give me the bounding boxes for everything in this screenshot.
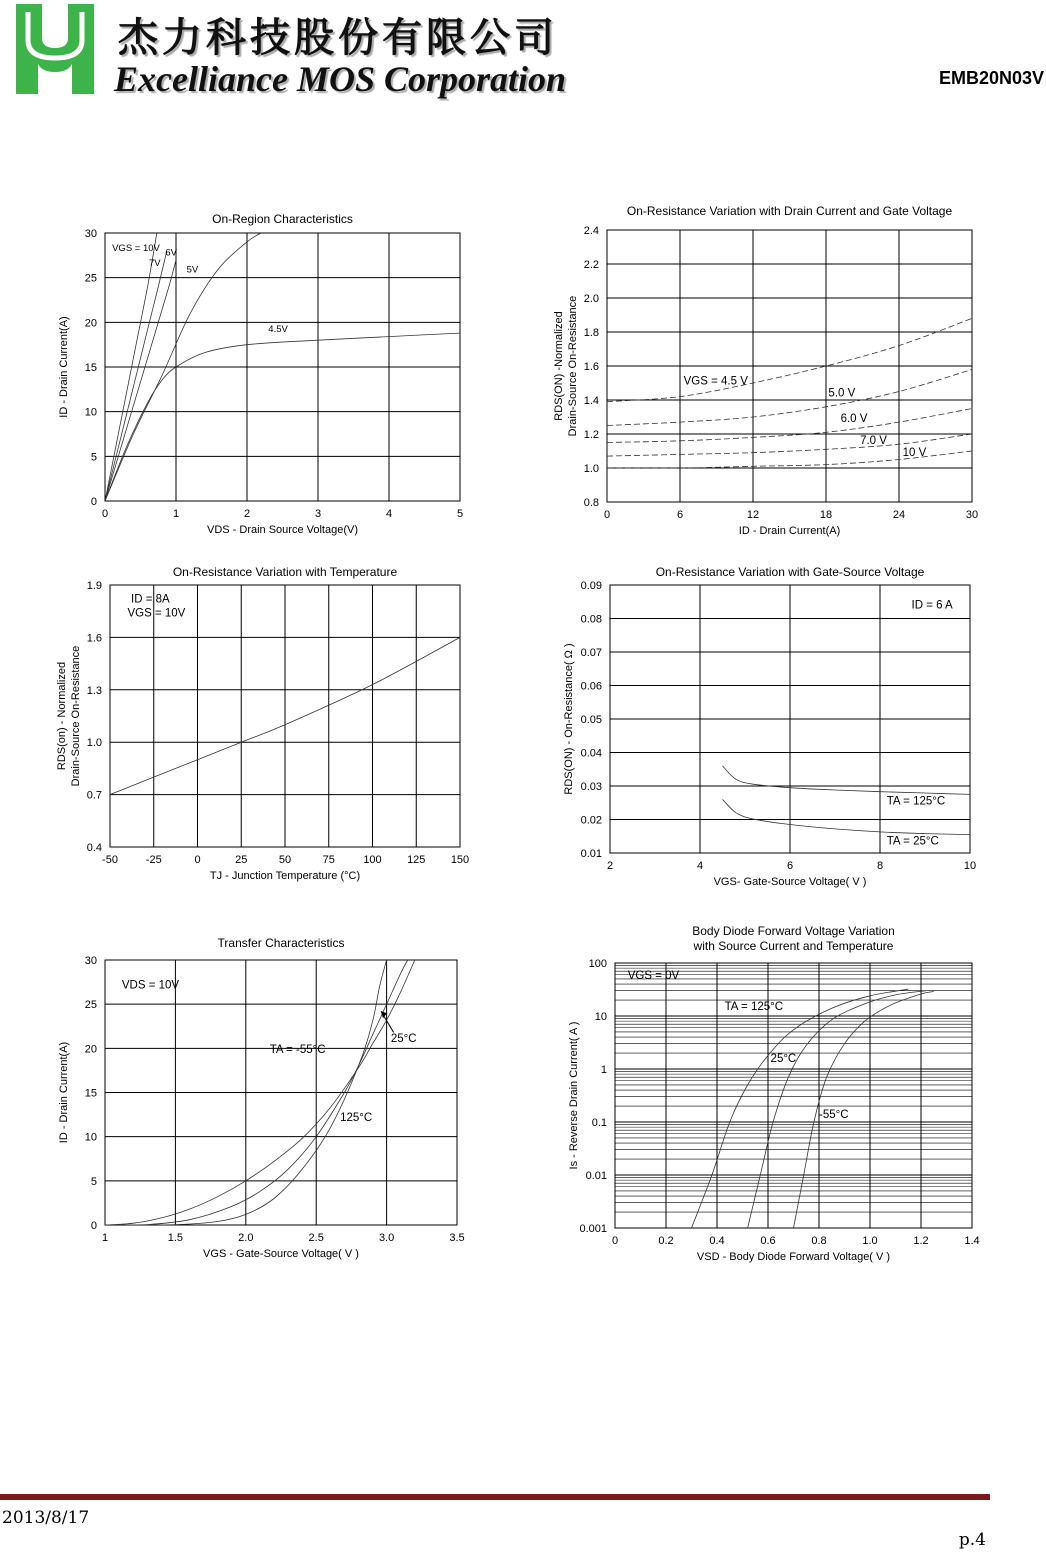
- x-tick-label: -25: [145, 854, 162, 866]
- x-axis-label: TJ - Junction Temperature (°C): [209, 870, 361, 882]
- y-tick-label: 0.06: [580, 680, 602, 693]
- series-line-7v: [105, 251, 167, 501]
- y-tick-label: 20: [84, 1043, 97, 1056]
- x-tick-label: 8: [876, 860, 884, 872]
- chart-body-diode-svg: [535, 918, 995, 1278]
- x-tick-label: 1: [101, 1232, 109, 1244]
- chart-title: [692, 924, 895, 953]
- x-tick-label: 75: [322, 854, 335, 866]
- annotation-label: 7V: [149, 258, 161, 270]
- x-tick-label: 10: [963, 860, 977, 872]
- x-tick-label: 2: [606, 860, 614, 872]
- chart-title: Transfer Characteristics: [217, 936, 345, 950]
- x-tick-label: 1.0: [862, 1235, 878, 1247]
- x-tick-label: 4: [696, 860, 704, 872]
- x-tick-label: 1.2: [913, 1235, 929, 1247]
- x-tick-label: 0: [603, 509, 611, 521]
- chart-title: On-Region Characteristics: [212, 212, 353, 226]
- y-tick-label: 0.04: [580, 747, 602, 760]
- chart-transfer-svg: [40, 930, 480, 1270]
- annotation-label: 5.0 V: [828, 387, 856, 400]
- chart-rds-vs-temperature-svg: [40, 560, 480, 895]
- annotation-label: TA = 125°C: [724, 1000, 784, 1013]
- chart-body-diode: [535, 918, 995, 1278]
- annotation-label: 4.5V: [268, 324, 288, 336]
- x-tick-label: 6: [676, 509, 684, 521]
- y-tick-label: 1.0: [583, 463, 599, 475]
- x-tick-label: 0: [611, 1235, 619, 1247]
- y-tick-label: 1.6: [583, 361, 599, 373]
- y-axis-label-line: RDS(ON) -Normalized: [553, 311, 565, 421]
- y-tick-label: 5: [90, 451, 97, 464]
- x-tick-label: 0.2: [658, 1235, 674, 1247]
- y-tick-label: 10: [84, 406, 97, 419]
- y-tick-label: 100: [588, 958, 607, 970]
- chart-title: On-Resistance Variation with Gate-Source Voltage: [655, 565, 925, 579]
- x-tick-label: 125: [407, 854, 426, 866]
- part-number: EMB20N03V: [938, 68, 1044, 88]
- company-name-chinese: 杰力科技股份有限公司: [118, 14, 558, 61]
- y-tick-label: 25: [84, 272, 97, 285]
- y-tick-label: 5: [90, 1175, 97, 1188]
- annotation-label: VGS = 10V: [112, 242, 160, 254]
- y-tick-label: 2.2: [583, 259, 599, 271]
- y-tick-label: 0.02: [580, 814, 602, 827]
- chart-rds-vs-vgs-svg: [535, 560, 995, 895]
- y-tick-label: 0.09: [580, 580, 602, 592]
- y-tick-label: 0.07: [580, 647, 602, 659]
- chart-on-region: [40, 205, 480, 540]
- y-tick-label: 0.01: [580, 848, 602, 860]
- y-tick-label: 10: [594, 1011, 607, 1023]
- x-tick-label: 18: [819, 509, 833, 521]
- plot-frame: [615, 963, 972, 1228]
- chart-title: On-Resistance Variation with Drain Current and Gate Voltage: [626, 204, 953, 218]
- y-tick-label: 0.7: [86, 789, 102, 802]
- x-tick-label: 1: [172, 508, 180, 520]
- x-tick-label: 3: [314, 508, 322, 520]
- x-tick-label: 0.8: [811, 1235, 827, 1247]
- y-axis-label-line: Drain-Source On-Resistance: [70, 645, 82, 787]
- x-tick-label: 3.0: [378, 1232, 395, 1244]
- x-tick-label: 4: [385, 508, 393, 520]
- x-tick-label: 50: [278, 854, 292, 866]
- y-tick-label: 0.05: [580, 714, 602, 726]
- annotation-label: 125°C: [340, 1111, 373, 1124]
- y-tick-label: 0: [90, 1220, 97, 1232]
- x-tick-label: 0.6: [760, 1235, 776, 1247]
- y-tick-label: 0: [90, 496, 97, 508]
- y-tick-label: 1.8: [583, 327, 599, 339]
- y-tick-label: 2.0: [583, 293, 599, 305]
- x-axis-label: VDS - Drain Source Voltage(V): [206, 524, 359, 536]
- x-axis-label: VGS - Gate-Source Voltage( V ): [203, 1248, 359, 1260]
- y-tick-label: 25: [84, 999, 97, 1012]
- x-tick-label: 25: [235, 854, 248, 866]
- annotation-label: 6V: [165, 247, 177, 259]
- y-tick-label: 0.4: [86, 842, 102, 854]
- y-tick-label: 10: [84, 1131, 97, 1144]
- y-tick-label: 0.08: [580, 613, 602, 626]
- y-tick-label: 15: [84, 1087, 97, 1100]
- y-axis-label-line: Drain-Source On-Resistance: [567, 295, 579, 437]
- x-tick-label: 6: [786, 860, 794, 872]
- x-tick-label: 1.4: [964, 1235, 980, 1247]
- annotation-label: -55°C: [819, 1108, 849, 1121]
- annotation-label: VGS = 4.5 V: [683, 375, 748, 388]
- x-tick-label: 1.5: [167, 1232, 184, 1244]
- x-tick-label: 0: [101, 508, 109, 520]
- y-tick-label: 0.01: [585, 1170, 607, 1182]
- chart-title-line: with Source Current and Temperature: [693, 939, 894, 953]
- annotation-label: 25°C: [390, 1033, 417, 1046]
- annotation-label: ID = 8A: [131, 593, 170, 606]
- chart-title-line: Body Diode Forward Voltage Variation: [692, 924, 895, 938]
- chart-rds-vs-temperature: [40, 560, 480, 895]
- x-tick-label: 2: [243, 508, 251, 520]
- series-line-5-0-v: [607, 369, 972, 425]
- annotation-label: ID = 6 A: [911, 599, 953, 612]
- annotation-label: TA = 25°C: [886, 835, 939, 848]
- series-line-4-5v: [105, 333, 460, 501]
- x-axis-label: ID - Drain Current(A): [738, 525, 841, 537]
- y-axis-label: Is - Reverse Drain Current( A ): [568, 1021, 580, 1170]
- y-tick-label: 1.9: [86, 580, 102, 592]
- chart-rds-vs-vgs: [535, 560, 995, 895]
- series-line-6v: [105, 260, 176, 501]
- y-tick-label: 20: [84, 317, 97, 330]
- series-line-ta-125-c: [723, 766, 971, 795]
- annotation-label: VGS = 10V: [127, 607, 186, 620]
- x-tick-label: 0: [194, 854, 201, 866]
- y-tick-label: 1: [600, 1064, 607, 1076]
- series-line-55-c: [794, 992, 934, 1229]
- annotation-label: 7.0 V: [860, 435, 887, 448]
- x-tick-label: 30: [965, 509, 979, 521]
- x-tick-label: 100: [363, 854, 382, 866]
- x-tick-label: -50: [102, 854, 118, 866]
- company-name-english: Excelliance MOS Corporation: [114, 59, 567, 99]
- y-tick-label: 1.4: [583, 395, 599, 407]
- y-tick-label: 30: [84, 228, 97, 240]
- chart-rds-vs-id: [535, 198, 995, 548]
- company-logo: [12, 0, 98, 98]
- x-axis-label: VGS- Gate-Source Voltage( V ): [713, 876, 867, 888]
- y-axis-label: ID - Drain Current(A): [58, 316, 70, 418]
- annotation-label: 25°C: [770, 1053, 797, 1066]
- x-tick-label: 2.0: [238, 1232, 254, 1244]
- x-tick-label: 0.4: [709, 1235, 725, 1247]
- x-tick-label: 5: [456, 508, 464, 520]
- y-axis-label-line: RDS(on) - Normalized: [56, 661, 68, 771]
- y-tick-label: 0.8: [583, 497, 599, 509]
- y-axis-label: [56, 646, 82, 787]
- chart-transfer: [40, 930, 480, 1270]
- y-tick-label: 0.03: [580, 781, 602, 793]
- annotation-label: TA = 125°C: [886, 795, 946, 808]
- y-axis-label: ID - Drain Current(A): [58, 1041, 70, 1144]
- annotation-label: VGS = 0V: [627, 969, 680, 982]
- y-axis-label: [553, 296, 579, 437]
- chart-rds-vs-id-svg: [535, 198, 995, 548]
- y-tick-label: 0.1: [591, 1117, 607, 1129]
- y-tick-label: 1.0: [86, 737, 102, 750]
- footer-rule: [0, 1494, 990, 1502]
- y-tick-label: 1.6: [86, 632, 102, 645]
- x-tick-label: 3.5: [449, 1232, 465, 1244]
- series-line-ta-125-c: [692, 989, 909, 1228]
- x-tick-label: 24: [892, 509, 906, 521]
- y-axis-label: RDS(ON) - On-Resistance( Ω ): [563, 643, 575, 795]
- y-tick-label: 1.3: [86, 684, 102, 697]
- footer-date: 2013/8/17: [2, 1508, 90, 1528]
- annotation-label: VDS = 10V: [121, 979, 180, 992]
- series-line-6-0-v: [607, 409, 972, 443]
- x-tick-label: 2.5: [308, 1232, 324, 1244]
- annotation-label: TA = -55°C: [269, 1043, 326, 1056]
- y-tick-label: 1.2: [583, 429, 599, 441]
- annotation-label: 6.0 V: [840, 413, 868, 426]
- x-axis-label: VSD - Body Diode Forward Voltage( V ): [696, 1251, 891, 1263]
- y-tick-label: 0.001: [579, 1223, 607, 1235]
- x-tick-label: 12: [746, 509, 760, 521]
- y-tick-label: 15: [84, 362, 97, 374]
- y-tick-label: 30: [84, 955, 97, 967]
- y-tick-label: 2.4: [583, 225, 599, 237]
- annotation-label: 10 V: [902, 447, 927, 460]
- chart-on-region-svg: [40, 205, 480, 540]
- annotation-label: 5V: [186, 264, 199, 276]
- page-number: p.4: [958, 1530, 986, 1550]
- x-tick-label: 150: [450, 854, 470, 866]
- chart-title: On-Resistance Variation with Temperature: [172, 565, 398, 579]
- series-line-vgs-4-5-v: [607, 318, 972, 401]
